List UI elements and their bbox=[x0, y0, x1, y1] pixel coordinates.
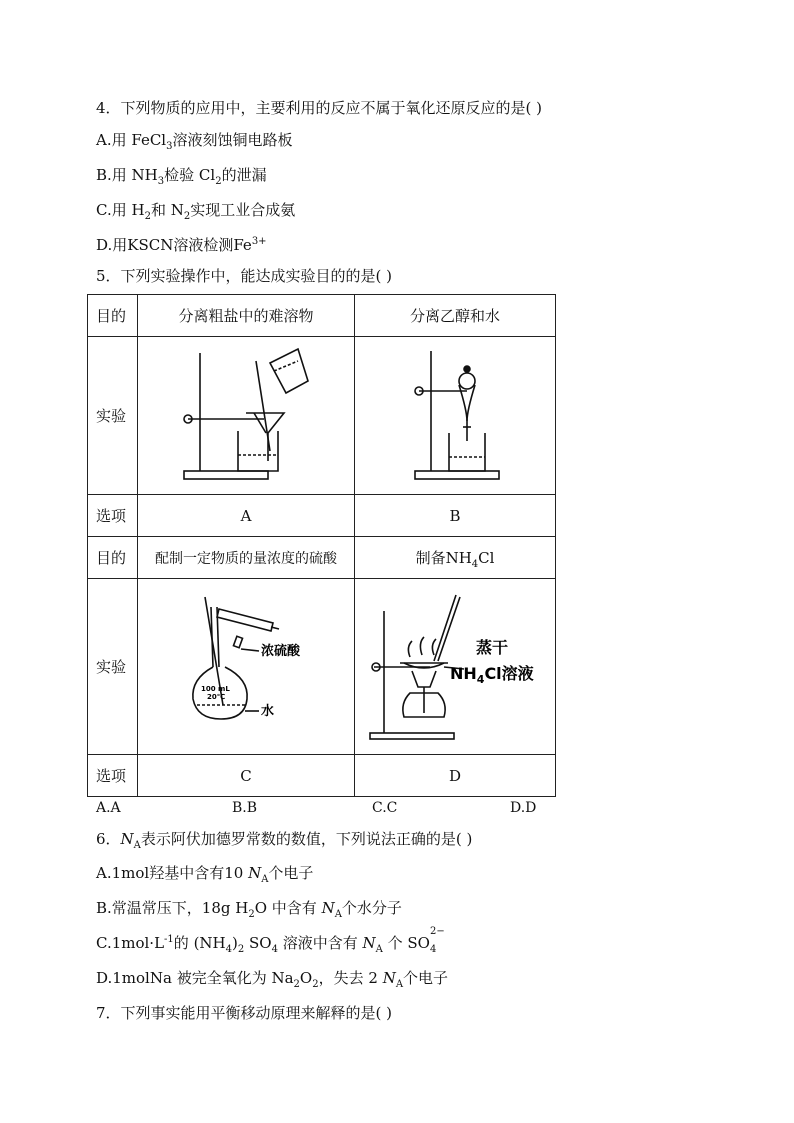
label-water: 水 bbox=[261, 703, 275, 719]
figure-b-separatory-funnel bbox=[355, 337, 556, 495]
figure-d-evaporation bbox=[355, 579, 556, 755]
q4-option-b: B.用 $NH_3$检验 $Cl_2$的泄漏 bbox=[96, 166, 267, 187]
evaporation-apparatus-icon bbox=[360, 587, 550, 747]
cell-option-d: D bbox=[355, 755, 556, 797]
cell-option-c: C bbox=[138, 755, 355, 797]
cell-purpose-b: 分离乙醇和水 bbox=[355, 295, 556, 337]
q6-option-b: B.常温常压下，18g $H_2O$ 中含有 $N_A$个水分子 bbox=[96, 899, 402, 920]
filtration-apparatus-icon bbox=[146, 341, 346, 491]
q4-stem: 4．下列物质的应用中，主要利用的反应不属于氧化还原反应的是( ) bbox=[96, 99, 543, 117]
q6-option-a: A.1mol羟基中含有10 $N_A$个电子 bbox=[96, 864, 314, 885]
label-flask-temp: 20℃ bbox=[207, 692, 226, 701]
q4-option-a: A.用 FeCl$_3$溶液刻蚀铜电路板 bbox=[96, 131, 293, 152]
label-concentrated-acid: 浓硫酸 bbox=[261, 643, 301, 659]
q5-answer-a: A.A bbox=[96, 800, 121, 816]
q4-option-d: D.用KSCN溶液检测$Fe^{3+}$ bbox=[96, 236, 267, 254]
row-label-option-2: 选项 bbox=[88, 755, 138, 797]
row-label-experiment: 实验 bbox=[88, 337, 138, 495]
row-label-purpose: 目的 bbox=[88, 295, 138, 337]
volumetric-flask-icon bbox=[141, 587, 351, 747]
cell-option-a: A bbox=[138, 495, 355, 537]
cell-purpose-d: 制备$NH_4Cl$ bbox=[355, 537, 556, 579]
row-label-purpose-2: 目的 bbox=[88, 537, 138, 579]
figure-c-volumetric-flask bbox=[138, 579, 355, 755]
figure-a-filtration bbox=[138, 337, 355, 495]
q5-stem: 5．下列实验操作中，能达成实验目的的是( ) bbox=[96, 267, 393, 285]
q5-table bbox=[87, 294, 556, 797]
q4-option-c: C.用 $H_2$和 $N_2$实现工业合成氨 bbox=[96, 201, 296, 222]
row-label-option: 选项 bbox=[88, 495, 138, 537]
q5-answer-d: D.D bbox=[510, 800, 537, 816]
cell-option-b: B bbox=[355, 495, 556, 537]
q6-option-d: D.1molNa 被完全氧化为 $Na_2O_2$，失去 2 $N_A$个电子 bbox=[96, 969, 449, 990]
q6-option-c: $C.1mol\cdot L^{-1}$的 $(NH_4)_2$ $SO_4$ 溶液中含有 $N_A$ 个 SO 2− 4 bbox=[96, 926, 445, 955]
q6-stem: 6．$N_A$表示阿伏加德罗常数的数值，下列说法正确的是( ) bbox=[96, 830, 473, 851]
separatory-funnel-icon bbox=[355, 341, 555, 491]
q7-stem: 7．下列事实能用平衡移动原理来解释的是( ) bbox=[96, 1004, 393, 1022]
q5-answer-c: C.C bbox=[372, 800, 398, 816]
cell-purpose-a: 分离粗盐中的难溶物 bbox=[138, 295, 355, 337]
label-flask-volume: 100 mL bbox=[201, 684, 230, 693]
label-nh4cl-solution: $NH_4Cl$溶液 bbox=[450, 663, 534, 686]
q5-answer-b: B.B bbox=[232, 800, 258, 816]
label-evaporate: 蒸干 bbox=[476, 637, 509, 657]
cell-purpose-c: 配制一定物质的量浓度的硫酸 bbox=[138, 537, 355, 579]
row-label-experiment-2: 实验 bbox=[88, 579, 138, 755]
